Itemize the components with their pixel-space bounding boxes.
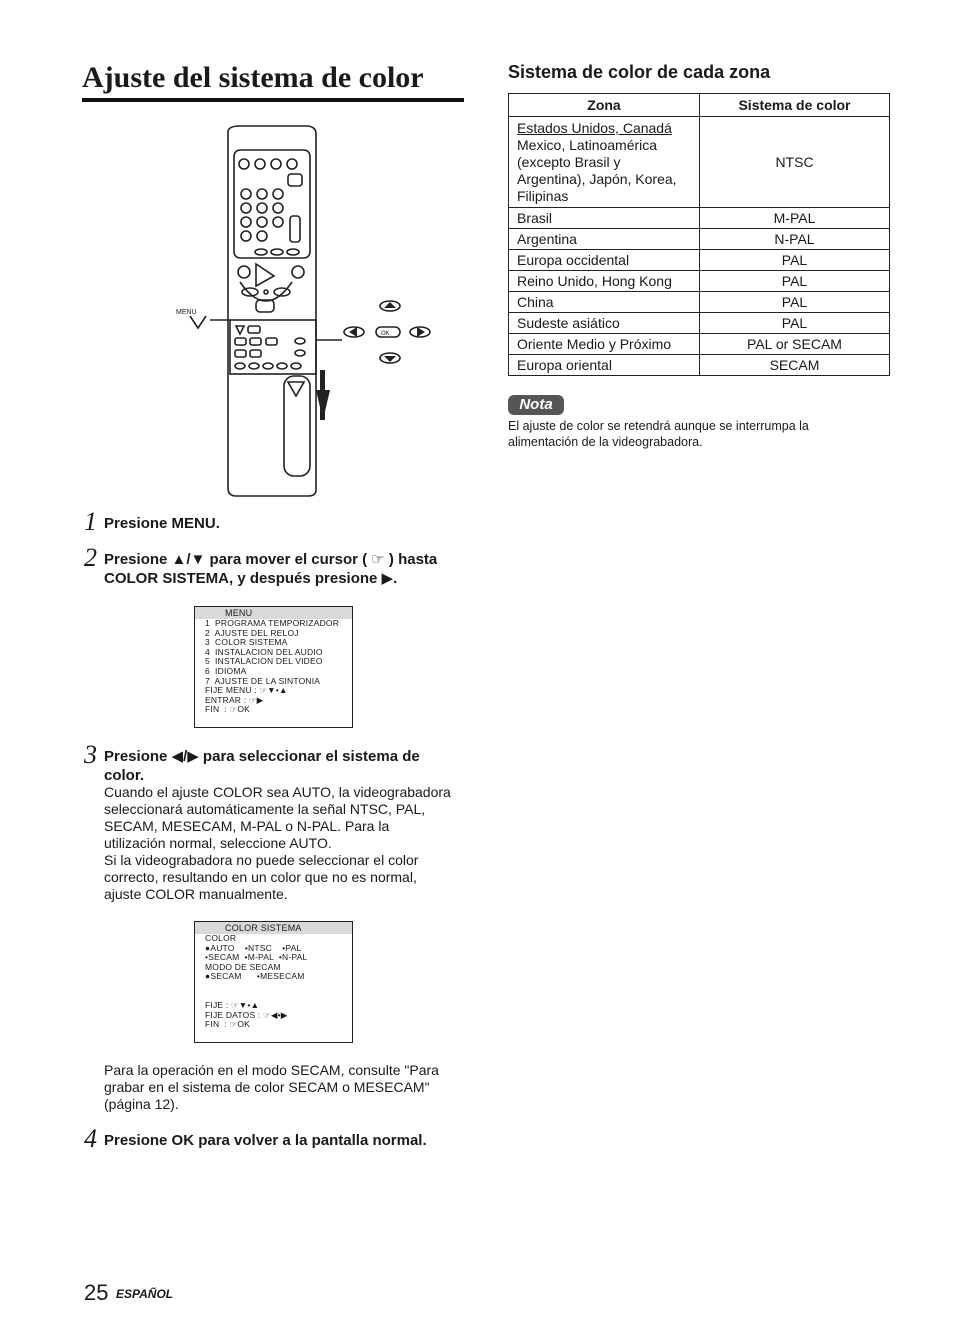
- body-line: grabar en el sistema de color SECAM o MESECAM": [104, 1079, 430, 1095]
- step-1-number: 1: [84, 507, 97, 536]
- step-4-text: Presione OK para volver a la pantalla normal.: [104, 1132, 427, 1149]
- system-header: Sistema de color: [700, 94, 890, 117]
- menu-screen-header: MENU: [195, 607, 352, 619]
- zone-line: Mexico, Latinoamérica: [517, 137, 658, 153]
- table-row: [509, 250, 890, 271]
- color-system-screen: [194, 921, 353, 1043]
- step-2-number: 2: [84, 543, 97, 572]
- zone-line: Filipinas: [517, 188, 569, 204]
- menu-line: ENTRAR : ☞▶: [205, 694, 264, 705]
- zone-section-title: Sistema de color de cada zona: [508, 62, 771, 82]
- color-line: •SECAM •M-PAL •N-PAL: [205, 952, 308, 963]
- menu-line: 3 COLOR SISTEMA: [205, 637, 288, 648]
- color-line: MODO DE SECAM: [205, 961, 281, 972]
- menu-line: 4 INSTALACION DEL AUDIO: [205, 646, 323, 657]
- zone-line: (excepto Brasil y: [517, 154, 621, 170]
- page-number: 25: [84, 1280, 109, 1305]
- zone-cell: Reino Unido, Hong Kong: [509, 271, 700, 292]
- zone-cell: Oriente Medio y Próximo: [509, 334, 700, 355]
- system-cell: PAL or SECAM: [700, 334, 890, 355]
- table-row: [509, 334, 890, 355]
- step-4-number: 4: [84, 1124, 97, 1153]
- menu-line: 7 AJUSTE DE LA SINTONIA: [205, 675, 321, 686]
- system-cell: N-PAL: [700, 229, 890, 250]
- step-2-line: COLOR SISTEMA, y después presione ▶.: [104, 570, 398, 587]
- step-3-body: [104, 784, 474, 903]
- step-2-line: Presione ▲/▼ para mover el cursor ( ☞ ) hasta: [104, 551, 438, 568]
- step-1-text: Presione MENU.: [104, 515, 220, 532]
- zone-cell: Europa oriental: [509, 355, 700, 376]
- note-text: El ajuste de color se retendrá aunque se interrumpa la alimentación de la videograbadora.: [508, 419, 809, 449]
- step-3-line: Presione ◀/▶ para seleccionar el sistema de: [104, 748, 420, 765]
- menu-label: MENU: [176, 309, 197, 316]
- menu-line: 2 AJUSTE DEL RELOJ: [205, 627, 299, 638]
- color-line: FIJE : ☞▼•▲: [205, 999, 260, 1010]
- body-line: Cuando el ajuste COLOR sea AUTO, la videograbadora: [104, 784, 451, 800]
- ok-label: OK: [381, 331, 390, 337]
- system-cell: SECAM: [700, 355, 890, 376]
- zone-header: Zona: [509, 94, 700, 117]
- color-line: ●SECAM •MESECAM: [205, 971, 305, 982]
- zone-cell: Brasil: [509, 208, 700, 229]
- zone-cell: China: [509, 292, 700, 313]
- body-line: SECAM, MESECAM, M-PAL o N-PAL. Para la: [104, 818, 390, 834]
- zone-line: Argentina), Japón, Korea,: [517, 171, 677, 187]
- body-line: Si la videograbadora no puede seleccionar el color: [104, 852, 419, 868]
- menu-line: 5 INSTALACION DEL VIDEO: [205, 656, 323, 667]
- menu-line: FIJE MENU : ☞▼•▲: [205, 685, 288, 696]
- menu-screen: [194, 606, 353, 728]
- menu-line: 6 IDIOMA: [205, 665, 247, 676]
- body-line: seleccionará automáticamente la señal NTSC, PAL,: [104, 801, 426, 817]
- system-cell: PAL: [700, 250, 890, 271]
- zone-cell: Argentina: [509, 229, 700, 250]
- zone-cell: Europa occidental: [509, 250, 700, 271]
- color-line: FIJE DATOS : ☞◀•▶: [205, 1009, 288, 1020]
- zone-cell: Sudeste asiático: [509, 313, 700, 334]
- body-line: (página 12).: [104, 1096, 179, 1112]
- menu-line: FIN : ☞OK: [205, 704, 251, 715]
- system-cell: PAL: [700, 313, 890, 334]
- step-3-line: color.: [104, 767, 145, 784]
- system-cell: PAL: [700, 271, 890, 292]
- secam-reference: [104, 1062, 474, 1113]
- color-line: [195, 982, 352, 1001]
- color-line: COLOR: [205, 933, 237, 943]
- color-screen-header: COLOR SISTEMA: [195, 922, 352, 934]
- table-row: [509, 117, 890, 208]
- system-cell: NTSC: [700, 117, 890, 208]
- color-line: FIN : ☞OK: [205, 1019, 251, 1030]
- remote-control-illustration: [170, 120, 440, 500]
- color-line: ●AUTO •NTSC •PAL: [205, 942, 302, 953]
- step-2-text: [104, 550, 464, 588]
- body-line: ajuste COLOR manualmente.: [104, 886, 288, 902]
- body-line: correcto, resultando en un color que no es normal,: [104, 869, 417, 885]
- table-row: [509, 271, 890, 292]
- menu-line: 1 PROGRAMA TEMPORIZADOR: [205, 618, 340, 628]
- table-row: [509, 313, 890, 334]
- step-3-number: 3: [84, 740, 97, 769]
- table-row: [509, 292, 890, 313]
- system-cell: PAL: [700, 292, 890, 313]
- note-badge: Nota: [508, 395, 564, 415]
- body-line: utilización normal, seleccione AUTO.: [104, 835, 332, 851]
- zone-color-table: [508, 93, 890, 376]
- table-row: [509, 229, 890, 250]
- zone-line: Estados Unidos, Canadá: [517, 120, 672, 136]
- system-cell: M-PAL: [700, 208, 890, 229]
- page-title: Ajuste del sistema de color: [82, 58, 464, 102]
- footer-language: ESPAÑOL: [116, 1287, 174, 1301]
- step-3-text: [104, 747, 464, 785]
- body-line: Para la operación en el modo SECAM, consulte "Para: [104, 1062, 439, 1078]
- table-row: [509, 355, 890, 376]
- table-row: [509, 208, 890, 229]
- zone-cell: [509, 117, 700, 208]
